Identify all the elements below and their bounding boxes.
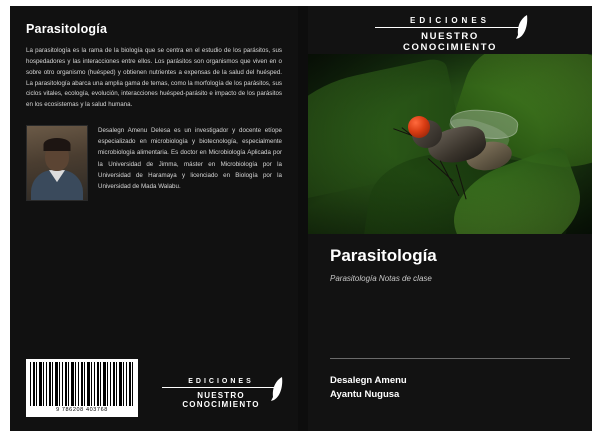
- publisher-name-line1: EDICIONES: [188, 378, 254, 385]
- author-block: [26, 125, 282, 201]
- publisher-logo-back: [162, 378, 280, 409]
- author-name-1: Desalegn Amenu: [330, 375, 407, 386]
- back-cover-title: Parasitología: [26, 22, 108, 36]
- publisher-name-line2: NUESTRO CONOCIMIENTO: [182, 391, 260, 409]
- barcode-bars: [30, 362, 134, 406]
- isbn-barcode: [26, 359, 138, 417]
- author-biography: Desalegn Amenu Delesa es un investigador y docente etíope especializado en microbiología y biotecnología, especialmente microbiología alimentaria. Es doctor en Microbiología Aplicada por la Universidad de Jimma, máster en Microbiología por la Universidad de Haramaya y licenciado en Biología por la Universidad de Mada Walabu.: [98, 127, 282, 190]
- publisher-logo-rule-front: [375, 27, 525, 28]
- feather-icon: [270, 376, 284, 402]
- front-cover: [308, 6, 592, 431]
- publisher-name-line2-front: NUESTRO CONOCIMIENTO: [403, 31, 497, 53]
- book-spine: [298, 6, 308, 431]
- publisher-logo-rule: [162, 387, 280, 388]
- front-cover-authors: [330, 374, 407, 402]
- barcode-number: 9 786208 403768: [56, 407, 108, 413]
- front-cover-title: Parasitología: [330, 246, 437, 265]
- cover-photograph: [308, 54, 592, 234]
- author-photo: [26, 125, 88, 201]
- author-photo-hair: [44, 138, 71, 151]
- author-name-2: Ayantu Nugusa: [330, 388, 400, 400]
- front-cover-subtitle: Parasitología Notas de clase: [330, 274, 432, 283]
- front-cover-divider: [330, 358, 570, 359]
- photo-vignette: [308, 54, 592, 234]
- feather-icon-front: [515, 14, 529, 40]
- back-cover-description: La parasitología es la rama de la biología que se centra en el estudio de los parásitos, sus hospedadores y las interacciones entre ellos. Los parásitos son organismos que viven en o sobre otro organismo (huésped) y obtienen nutrientes a expensas de la salud del huésped. La parasitología abarca una amplia gama de temas, como la morfología de los parásitos, sus ciclos vitales, ecología, evolución, interacciones huésped-parásito e impacto de los parásitos en los ecosistemas y la salud humana.: [26, 47, 282, 109]
- back-cover: [10, 6, 298, 431]
- publisher-name-line1-front: EDICIONES: [409, 16, 490, 25]
- publisher-logo-front: [375, 16, 525, 53]
